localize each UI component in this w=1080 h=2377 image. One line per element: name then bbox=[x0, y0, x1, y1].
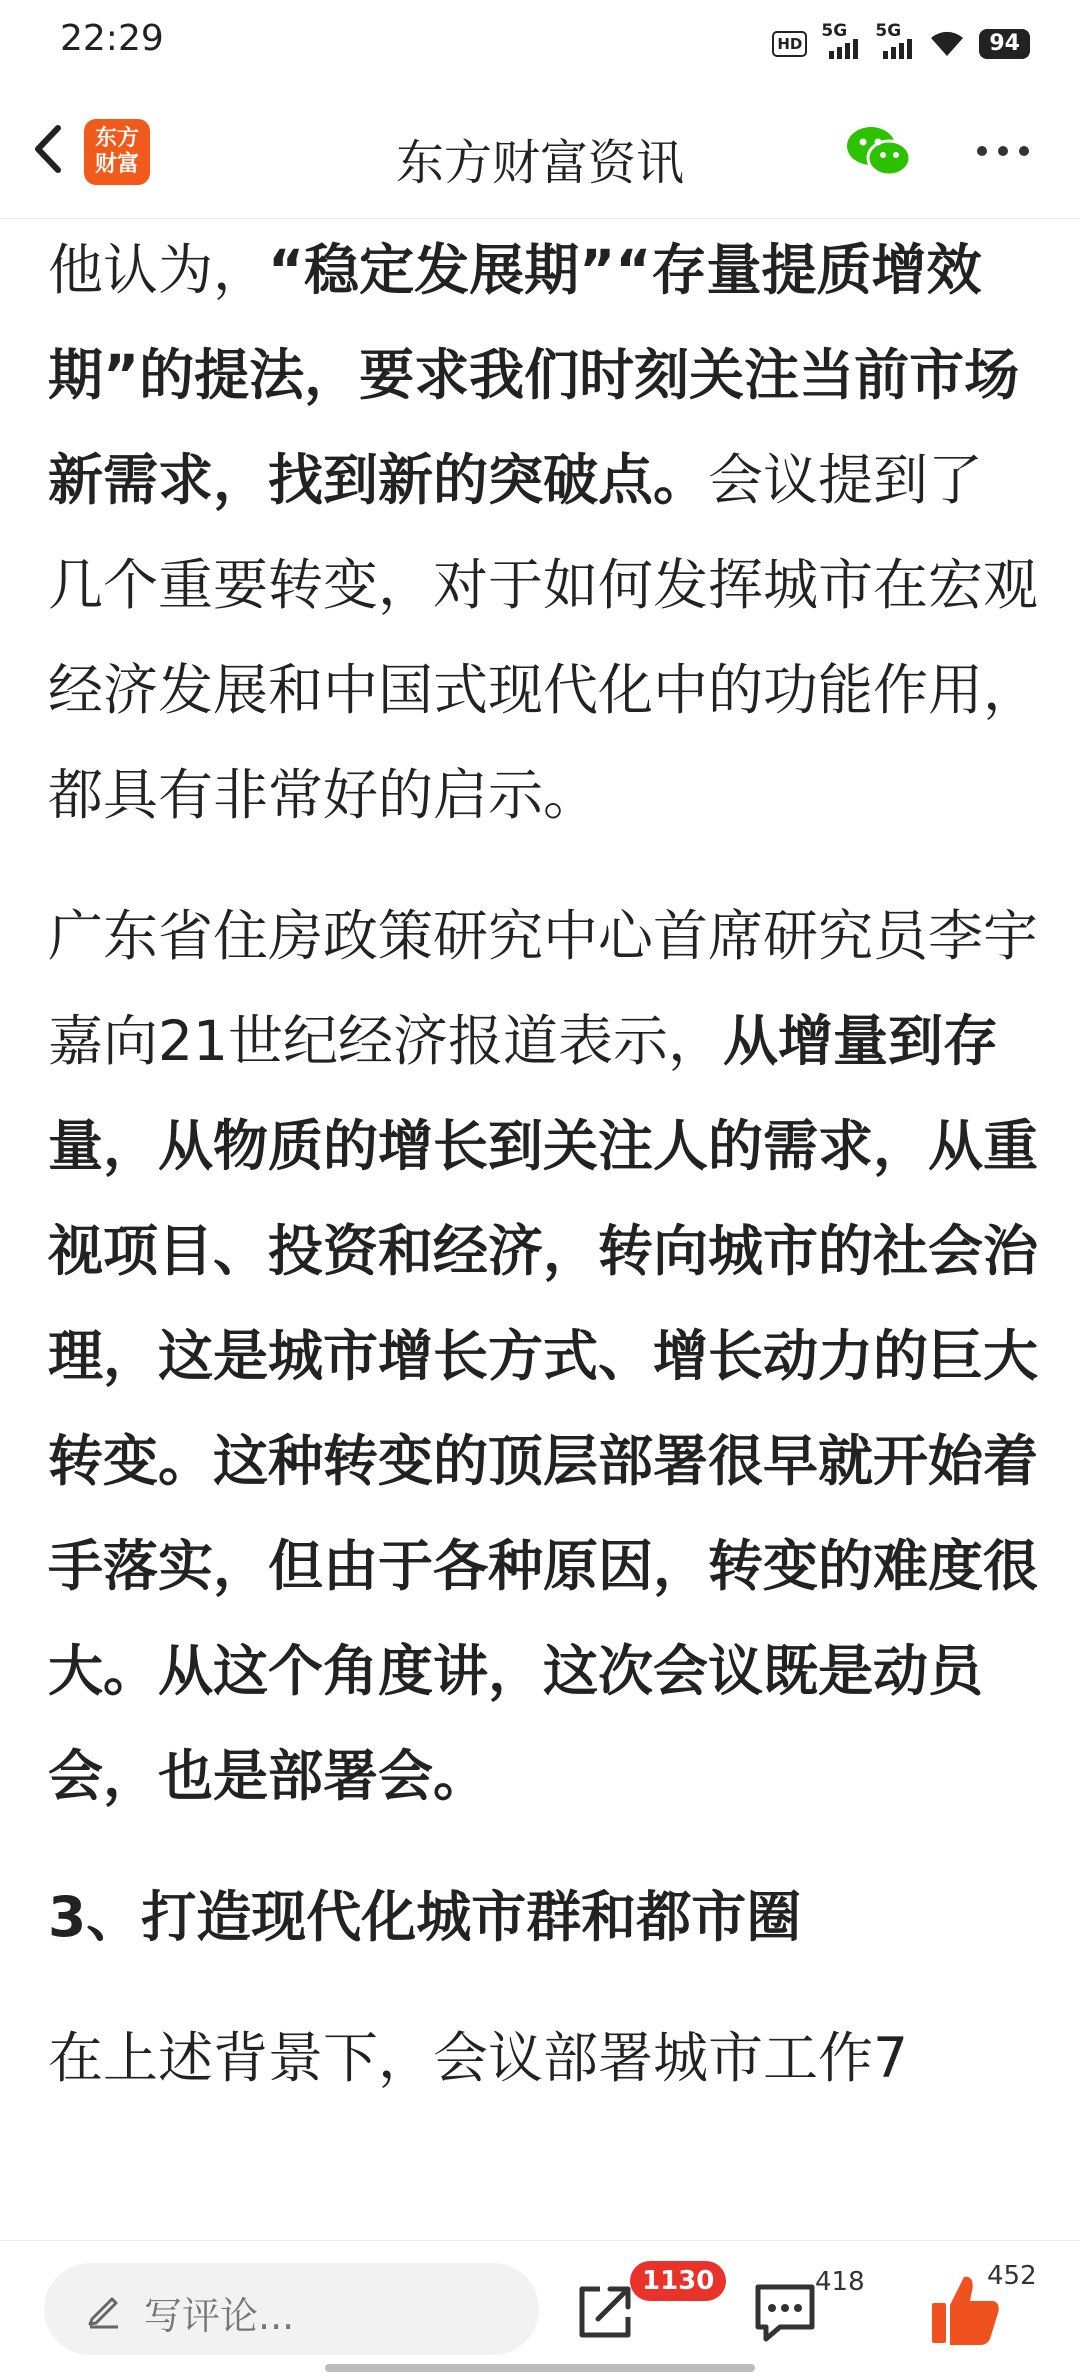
signal-1-icon bbox=[821, 21, 861, 59]
signal-2-label: 5G bbox=[875, 21, 902, 41]
comment-input[interactable] bbox=[44, 2263, 539, 2355]
more-icon[interactable] bbox=[975, 144, 1031, 158]
comment-placeholder: 写评论... bbox=[144, 2294, 295, 2338]
status-bar bbox=[0, 0, 1080, 84]
share-icon[interactable] bbox=[570, 2277, 640, 2347]
paragraph-2-text-1: 广东省住房政策研究中心首席研究员李宇嘉向21世纪经济报道表示， bbox=[48, 904, 1039, 1073]
comment-count: 418 bbox=[815, 2267, 865, 2297]
paragraph-2 bbox=[48, 884, 1038, 1829]
battery-icon: 94 bbox=[979, 29, 1030, 59]
share-count-badge: 1130 bbox=[630, 2261, 726, 2301]
app-header bbox=[0, 84, 1080, 219]
hd-icon: HD bbox=[772, 31, 807, 57]
wifi-icon bbox=[929, 30, 965, 58]
paragraph-1-text-1: 他认为， bbox=[48, 238, 269, 302]
section-heading: 3、打造现代化城市群和都市圈 bbox=[48, 1885, 802, 1949]
wechat-share-icon[interactable] bbox=[845, 122, 913, 182]
paragraph-2-bold-1: 从增量到存量，从物质的增长到关注人的需求，从重视项目、投资和经济，转向城市的社会治理，这是城市增长方式、增长动力的巨大转变。这种转变的顶层部署很早就开始着手落实，但由于各种原因，转变的难度很大。从这个角度讲，这次会议既是动员会，也是部署会。 bbox=[48, 1009, 1039, 1808]
paragraph-1-text-2: 会议提到了几个重要转变，对于如何发挥城市在宏观经济发展和中国式现代化中的功能作用，都具有非常好的启示。 bbox=[48, 448, 1039, 827]
comment-icon[interactable] bbox=[750, 2277, 820, 2347]
signal-1-label: 5G bbox=[821, 21, 848, 41]
app-logo[interactable]: 东方 财富 bbox=[84, 119, 150, 185]
status-time: 22:29 bbox=[60, 18, 164, 59]
status-icons bbox=[772, 21, 1030, 64]
paragraph-1 bbox=[48, 218, 1038, 848]
bottom-action-bar bbox=[0, 2240, 1080, 2377]
signal-2-icon bbox=[875, 21, 915, 59]
page-title: 东方财富资讯 bbox=[395, 135, 684, 191]
paragraph-1-bold-1: “稳定发展期”“存量提质增效期”的提法，要求我们时刻关注当前市场新需求，找到新的突破点。 bbox=[48, 238, 1020, 512]
like-count: 452 bbox=[987, 2261, 1037, 2291]
article-body bbox=[48, 218, 1038, 2147]
pen-icon bbox=[84, 2289, 124, 2329]
home-indicator[interactable] bbox=[325, 2364, 755, 2372]
paragraph-3: 在上述背景下，会议部署城市工作7 bbox=[48, 2026, 908, 2090]
